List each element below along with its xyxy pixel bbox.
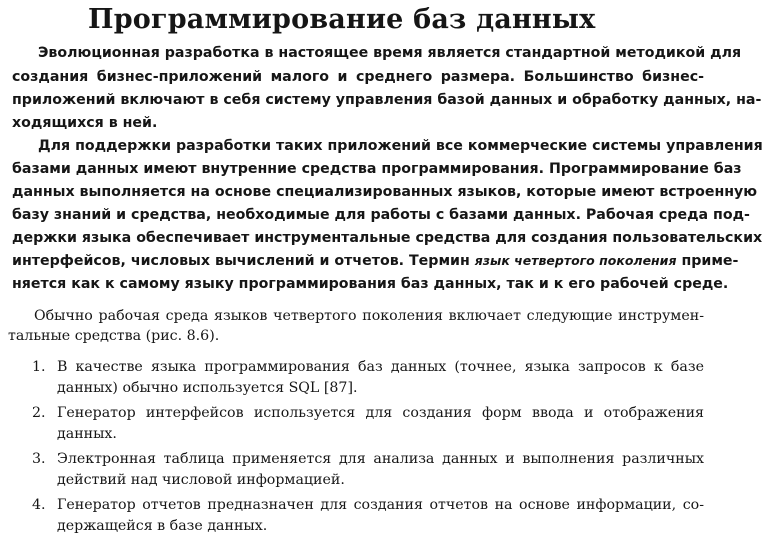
paragraph-2-line-3: данных выполняется на основе специализированных языков, которые имеют встроенную <box>12 184 758 200</box>
paragraph-2-line-2: базами данных имеют внутренние средства программирования. Программирование баз <box>12 161 742 177</box>
term-fourth-generation-language: язык четвертого поколения <box>474 253 677 268</box>
paragraph-2-line-6-end: приме- <box>681 253 739 269</box>
list-item-3-line-2: действий над числовой информацией. <box>57 472 345 488</box>
list-item-2-number: 2. <box>32 405 46 421</box>
paragraph-1-line-4: ходящихся в ней. <box>12 115 158 131</box>
paragraph-2-line-6 <box>12 251 739 271</box>
paragraph-2-line-5: держки языка обеспечивает инструментальные средства для создания пользовательских <box>12 230 763 246</box>
list-item-4-number: 4. <box>32 497 46 513</box>
paragraph-1-line-2: создания бизнес-приложений малого и среднего размера. Большинство бизнес- <box>12 69 704 85</box>
list-item-3-number: 3. <box>32 451 46 467</box>
paragraph-2-line-4: базу знаний и средства, необходимые для работы с базами данных. Рабочая среда под- <box>12 207 750 223</box>
paragraph-2-line-7: няется как к самому языку программирования баз данных, так и к его рабочей среде. <box>12 276 729 292</box>
list-item-1-line-2: данных) обычно используется SQL [87]. <box>57 380 358 396</box>
list-item-3-line-1: Электронная таблица применяется для анализа данных и выполнения различных <box>57 451 704 467</box>
list-item-4-line-2: держащейся в базе данных. <box>57 518 268 534</box>
list-item-2-line-1: Генератор интерфейсов используется для создания форм ввода и отображения <box>57 405 704 421</box>
paragraph-3-line-1: Обычно рабочая среда языков четвертого поколения включает следующие инструмен- <box>34 308 704 324</box>
paragraph-2-line-1: Для поддержки разработки таких приложений все коммерческие системы управления <box>38 138 763 154</box>
list-item-1-line-1: В качестве языка программирования баз данных (точнее, языка запросов к базе <box>57 359 704 375</box>
list-item-1-number: 1. <box>32 359 46 375</box>
paragraph-1-line-3: приложений включают в себя систему управления базой данных и обработку данных, на- <box>12 92 762 108</box>
paragraph-3-line-2: тальные средства (рис. 8.6). <box>8 328 220 344</box>
page-title: Программирование баз данных <box>88 4 596 35</box>
list-item-2-line-2: данных. <box>57 426 117 442</box>
list-item-4-line-1: Генератор отчетов предназначен для создания отчетов на основе информации, со- <box>57 497 704 513</box>
paragraph-2-line-6-text: интерфейсов, числовых вычислений и отчетов. Термин <box>12 253 470 269</box>
paragraph-1-line-1: Эволюционная разработка в настоящее время является стандартной методикой для <box>38 45 742 61</box>
